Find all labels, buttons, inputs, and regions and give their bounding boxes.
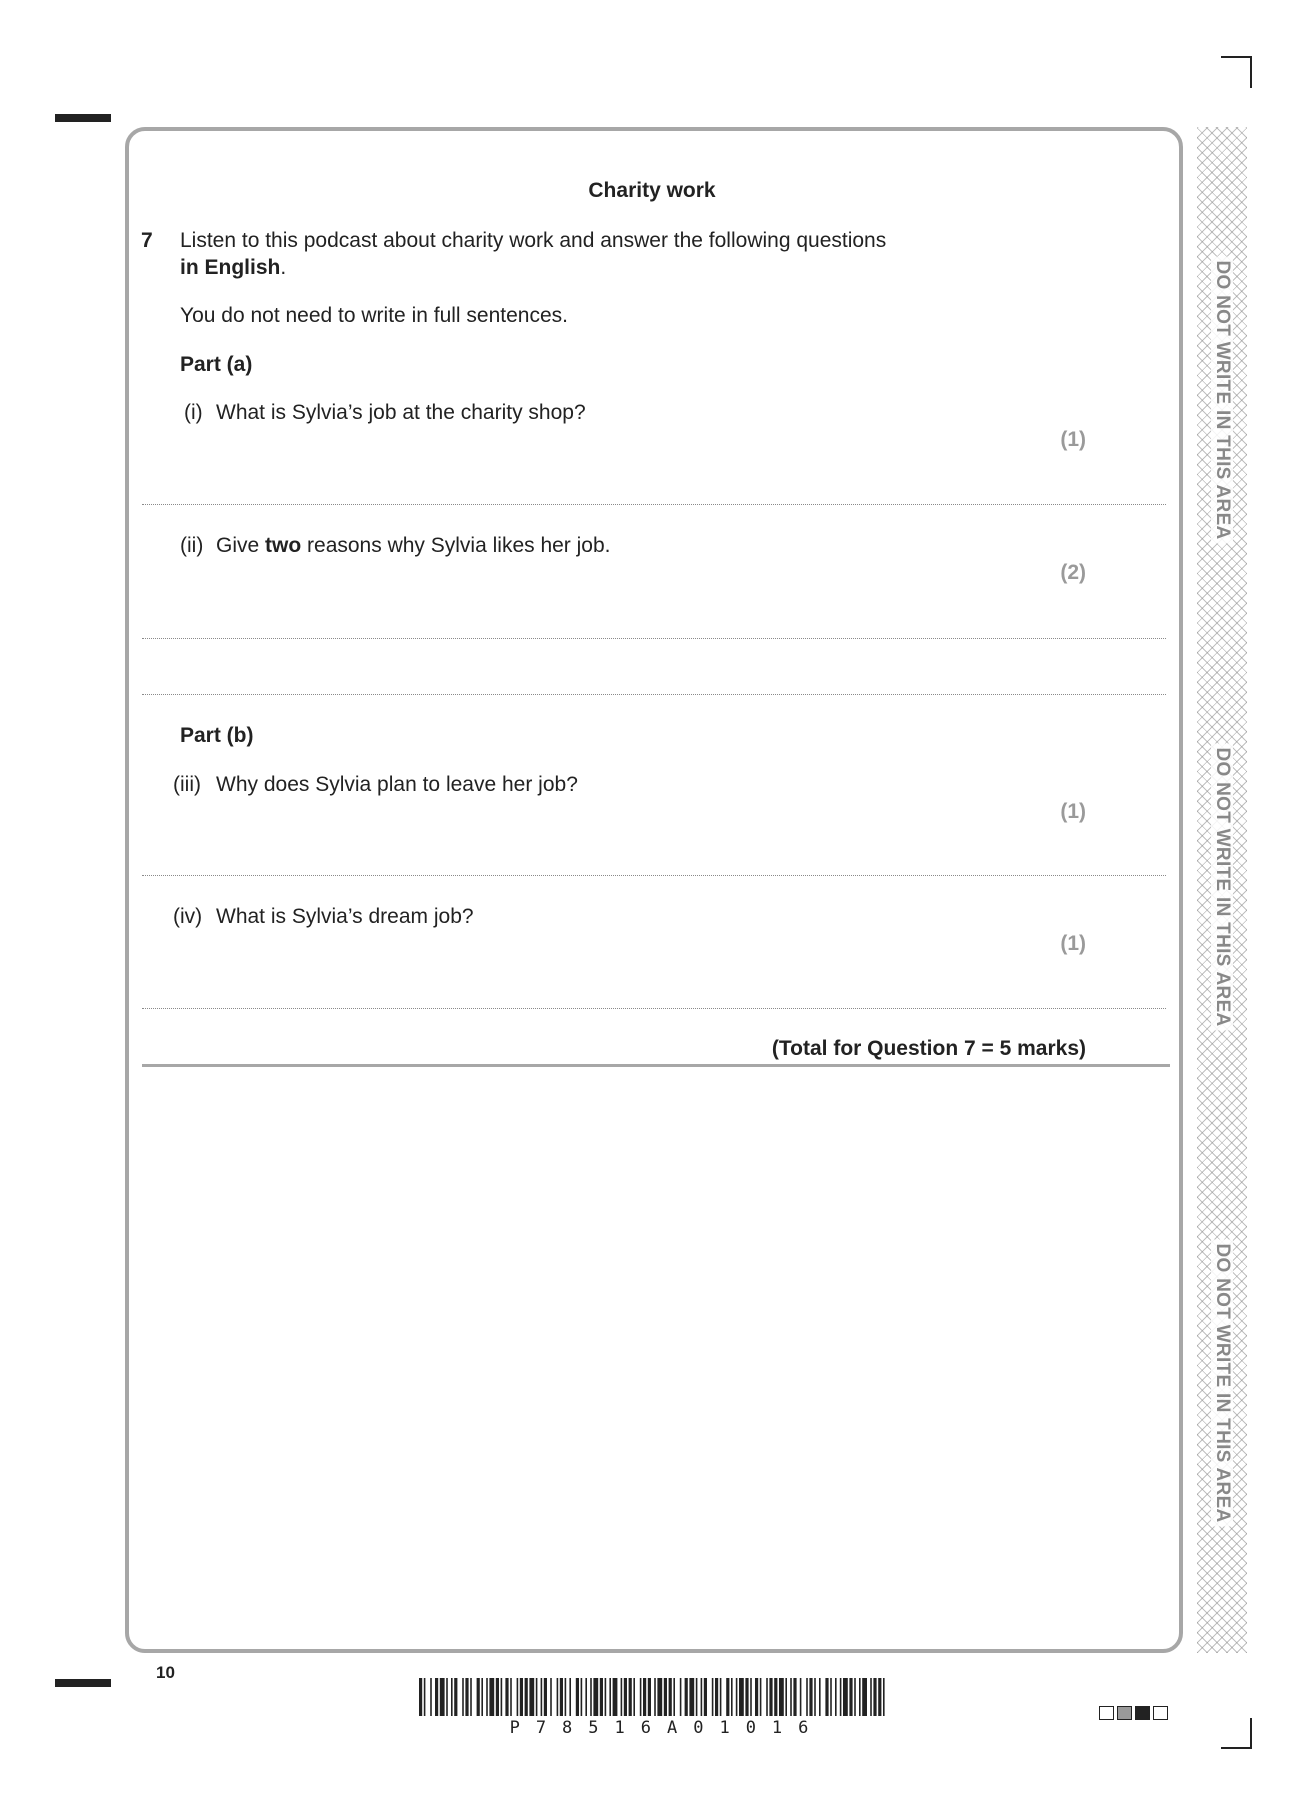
item-iv-text: What is Sylvia’s dream job? <box>216 905 474 928</box>
barcode-bar <box>739 1678 744 1716</box>
part-a-label: Part (a) <box>180 353 253 376</box>
barcode-bar <box>793 1678 796 1716</box>
barcode-bar <box>440 1678 445 1716</box>
barcode-bar <box>878 1678 881 1716</box>
crop-mark-top <box>1221 56 1251 58</box>
item-iv-label: (iv) <box>173 905 203 928</box>
answer-line-iii[interactable] <box>142 875 1166 876</box>
barcode-bar <box>600 1678 603 1716</box>
barcode-bar <box>809 1678 812 1716</box>
barcode-bar <box>419 1678 422 1716</box>
barcode-bar <box>883 1678 885 1716</box>
barcode-bar <box>779 1678 784 1716</box>
barcode-bar <box>465 1678 468 1716</box>
question-total: (Total for Question 7 = 5 marks) <box>771 1037 1086 1060</box>
instruction-text: You do not need to write in full sentences. <box>180 304 568 327</box>
item-i-label: (i) <box>184 401 203 424</box>
barcode-bar <box>685 1678 688 1716</box>
section-title: Charity work <box>588 179 716 202</box>
barcode-bar <box>640 1678 642 1716</box>
barcode-bar <box>870 1678 872 1716</box>
barcode-bar <box>629 1678 632 1716</box>
answer-line-i[interactable] <box>142 504 1166 505</box>
barcode-bar <box>669 1678 672 1716</box>
barcode-bar <box>720 1678 722 1716</box>
barcode-bar <box>435 1678 438 1716</box>
barcode-bar <box>800 1678 802 1716</box>
barcode-bar <box>873 1678 876 1716</box>
barcode-bar <box>736 1678 738 1716</box>
margin-warning-1: DO NOT WRITE IN THIS AREA <box>1211 256 1233 543</box>
barcode-bar <box>701 1678 703 1716</box>
item-ii-text-before: Give <box>216 534 260 557</box>
barcode-bar <box>544 1678 547 1716</box>
barcode-text: P78516A01016 <box>509 1718 825 1738</box>
barcode-bar <box>731 1678 733 1716</box>
barcode-bar <box>843 1678 848 1716</box>
answer-frame <box>125 127 1183 1653</box>
barcode-bar <box>489 1678 494 1716</box>
barcode-bar <box>529 1678 534 1716</box>
question-intro-text: Listen to this podcast about charity work and answer the following questions <box>180 229 887 252</box>
barcode-bar <box>814 1678 816 1716</box>
barcode-bar <box>576 1678 579 1716</box>
barcode-bar <box>664 1678 667 1716</box>
answer-line-ii-1[interactable] <box>142 638 1166 639</box>
barcode-bar <box>462 1678 464 1716</box>
barcode-bar <box>859 1678 861 1716</box>
crop-mark-bottom <box>1221 1747 1251 1749</box>
barcode-bar <box>621 1678 623 1716</box>
item-ii-text <box>216 532 611 559</box>
indicator-box-1 <box>1099 1706 1114 1720</box>
barcode-bar <box>520 1678 523 1716</box>
barcode-bar <box>755 1678 758 1716</box>
barcode <box>419 1678 889 1716</box>
barcode-bar <box>510 1678 512 1716</box>
indicator-box-3 <box>1135 1706 1150 1720</box>
barcode-bar <box>581 1678 583 1716</box>
barcode-bar <box>726 1678 729 1716</box>
barcode-bar <box>593 1678 598 1716</box>
item-iv-marks: (1) <box>1060 932 1086 955</box>
barcode-bar <box>517 1678 519 1716</box>
indicator-box-4 <box>1153 1706 1168 1720</box>
part-b-label: Part (b) <box>180 724 254 747</box>
item-iii-text: Why does Sylvia plan to leave her job? <box>216 773 578 796</box>
barcode-bar <box>454 1678 457 1716</box>
barcode-bar <box>673 1678 675 1716</box>
barcode-bar <box>496 1678 499 1716</box>
barcode-bar <box>657 1678 662 1716</box>
barcode-bar <box>560 1678 563 1716</box>
barcode-bar <box>819 1678 821 1716</box>
barcode-bar <box>609 1678 611 1716</box>
indicator-box-2 <box>1117 1706 1132 1720</box>
answer-line-ii-2[interactable] <box>142 694 1166 695</box>
barcode-bar <box>774 1678 777 1716</box>
barcode-bar <box>446 1678 448 1716</box>
barcode-bar <box>825 1678 828 1716</box>
barcode-bar <box>525 1678 528 1716</box>
barcode-bar <box>470 1678 472 1716</box>
barcode-bar <box>505 1678 508 1716</box>
barcode-bar <box>643 1678 646 1716</box>
barcode-bar <box>712 1678 714 1716</box>
question-intro <box>180 227 1060 281</box>
barcode-bar <box>680 1678 682 1716</box>
barcode-bar <box>840 1678 842 1716</box>
barcode-bar <box>430 1678 432 1716</box>
item-ii-label: (ii) <box>180 534 204 557</box>
barcode-bar <box>451 1678 453 1716</box>
item-iii-marks: (1) <box>1060 800 1086 823</box>
barcode-bar <box>613 1678 618 1716</box>
item-iii-label: (iii) <box>173 773 201 796</box>
barcode-bar <box>750 1678 752 1716</box>
barcode-bar <box>806 1678 808 1716</box>
barcode-bar <box>481 1678 483 1716</box>
barcode-bar <box>830 1678 832 1716</box>
question-intro-end: . <box>280 256 287 279</box>
question-intro-emphasis: in English <box>180 256 281 279</box>
barcode-bar <box>633 1678 635 1716</box>
barcode-bar <box>715 1678 718 1716</box>
barcode-bar <box>696 1678 698 1716</box>
item-ii-text-after: reasons why Sylvia likes her job. <box>307 534 611 557</box>
barcode-bar <box>790 1678 792 1716</box>
barcode-bar <box>501 1678 503 1716</box>
barcode-bar <box>704 1678 707 1716</box>
barcode-bar <box>605 1678 607 1716</box>
crop-mark-top-vertical <box>1250 56 1252 88</box>
barcode-bar <box>745 1678 748 1716</box>
barcode-bar <box>835 1678 837 1716</box>
margin-warning-2: DO NOT WRITE IN THIS AREA <box>1211 743 1233 1030</box>
barcode-bar <box>536 1678 538 1716</box>
item-i-marks: (1) <box>1060 428 1086 451</box>
barcode-bar <box>624 1678 627 1716</box>
barcode-bar <box>565 1678 567 1716</box>
barcode-bar <box>541 1678 543 1716</box>
item-i-text: What is Sylvia’s job at the charity shop? <box>216 401 586 424</box>
question-end-rule <box>142 1064 1170 1067</box>
barcode-bar <box>648 1678 651 1716</box>
page-number: 10 <box>156 1663 175 1682</box>
barcode-bar <box>854 1678 856 1716</box>
barcode-bar <box>766 1678 768 1716</box>
barcode-bar <box>569 1678 571 1716</box>
barcode-bar <box>769 1678 772 1716</box>
barcode-bar <box>862 1678 867 1716</box>
margin-tab-top <box>55 114 111 122</box>
barcode-bar <box>486 1678 488 1716</box>
margin-warning-3: DO NOT WRITE IN THIS AREA <box>1211 1239 1233 1526</box>
barcode-bar <box>760 1678 762 1716</box>
item-ii-marks: (2) <box>1060 561 1086 584</box>
barcode-bar <box>785 1678 787 1716</box>
barcode-bar <box>557 1678 559 1716</box>
barcode-bar <box>477 1678 480 1716</box>
question-number: 7 <box>141 229 153 252</box>
barcode-bar <box>590 1678 592 1716</box>
barcode-bar <box>424 1678 426 1716</box>
barcode-bar <box>689 1678 694 1716</box>
margin-tab-bottom <box>55 1679 111 1687</box>
barcode-bar <box>585 1678 587 1716</box>
item-ii-text-bold: two <box>265 534 302 557</box>
barcode-bar <box>550 1678 552 1716</box>
page-indicator-boxes <box>1099 1706 1168 1720</box>
barcode-bar <box>654 1678 656 1716</box>
answer-line-iv[interactable] <box>142 1008 1166 1009</box>
barcode-bar <box>849 1678 852 1716</box>
